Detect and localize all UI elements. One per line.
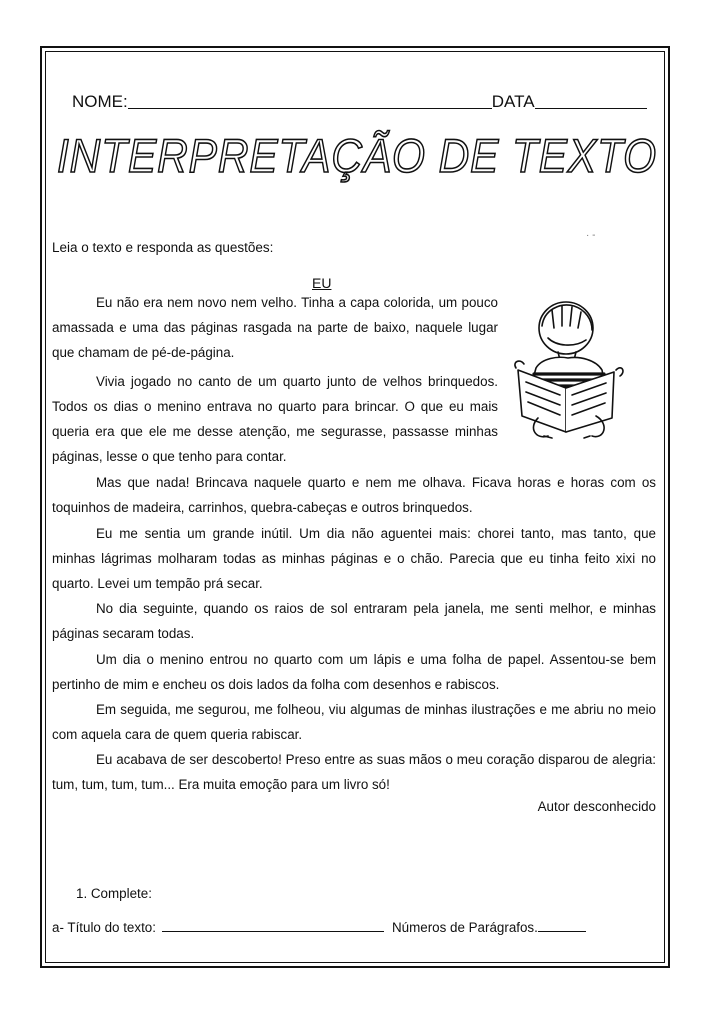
question-a xyxy=(52,920,622,935)
question-intro: 1. Complete: xyxy=(76,886,152,901)
paragraphs-answer-blank[interactable] xyxy=(538,930,586,932)
paragraphs-question-label: Números de Parágrafos. xyxy=(391,920,538,935)
instructions: Leia o texto e responda as questões: xyxy=(52,240,274,255)
boy-reading-illustration xyxy=(508,298,632,444)
paragraph-6: Um dia o menino entrou no quarto com um lápis e uma folha de papel. Assentou-se bem pertinho de mim e encheu os dois lados da folha com desenhos e rabiscos. xyxy=(52,652,656,692)
paragraph-7: Em seguida, me segurou, me folheou, viu algumas de minhas ilustrações e me abriu no meio com aquela cara de quem queria rabiscar. xyxy=(52,702,656,742)
scan-speck: · - xyxy=(586,230,596,241)
paragraph-4: Eu me sentia um grande inútil. Um dia não aguentei mais: chorei tanto, mas tanto, que minhas lágrimas molharam todas as minhas páginas e o chão. Parecia que eu tinha feito xixi no quarto. Levei um tempão prá secar. xyxy=(52,526,656,591)
paragraph-1: Eu não era nem novo nem velho. Tinha a capa colorida, um pouco amassada e uma das páginas rasgada na parte de baixo, naquele lugar que chamam de pé-de-página. xyxy=(52,295,498,360)
paragraph-3: Mas que nada! Brincava naquele quarto e nem me olhava. Ficava horas e horas com os toquinhos de madeira, carrinhos, quebra-cabeças e outros brinquedos. xyxy=(52,475,656,515)
name-label: NOME: xyxy=(72,92,128,111)
worksheet-title-text: INTERPRETAÇÃO DE TEXTO xyxy=(57,129,657,182)
story-author: Autor desconhecido xyxy=(537,799,656,814)
paragraph-5: No dia seguinte, quando os raios de sol entraram pela janela, me senti melhor, e minhas páginas secaram todas. xyxy=(52,601,656,641)
paragraph-2: Vivia jogado no canto de um quarto junto de velhos brinquedos. Todos os dias o menino entrava no quarto para brincar. O que eu mais queria era que ele me desse atenção, me segurasse, passasse minhas páginas, lesse o que tenho para contar. xyxy=(52,374,498,464)
title-question-label: a- Título do texto: xyxy=(52,920,156,935)
header-fields xyxy=(72,90,658,112)
title-answer-blank[interactable] xyxy=(162,930,384,932)
date-blank[interactable] xyxy=(535,107,647,109)
story-title: EU xyxy=(312,275,332,291)
paragraph-8: Eu acabava de ser descoberto! Preso entre as suas mãos o meu coração disparou de alegria: tum, tum, tum, tum... Era muita emoção para um livro só! xyxy=(52,752,656,792)
worksheet-title xyxy=(52,124,662,186)
name-blank[interactable] xyxy=(128,107,492,109)
date-label: DATA xyxy=(491,92,535,111)
